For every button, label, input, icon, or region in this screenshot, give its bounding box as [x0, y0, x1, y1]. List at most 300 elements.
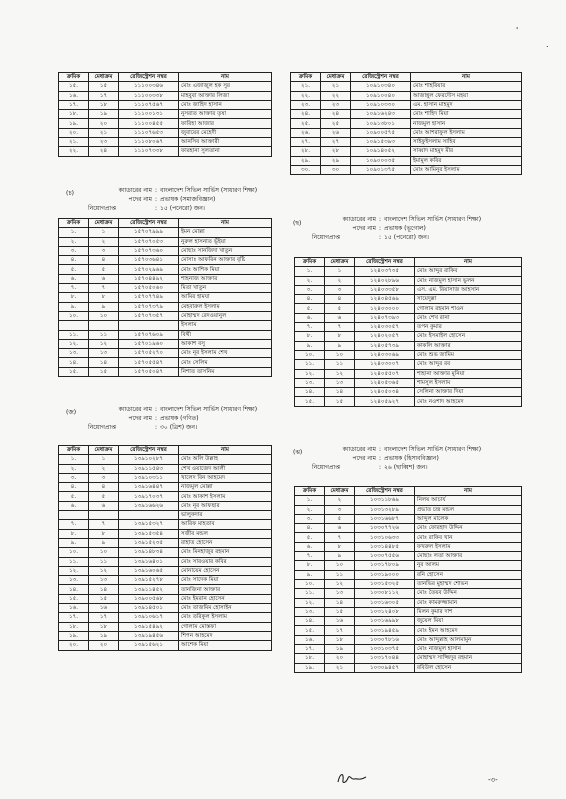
merit-cell: ৯: [89, 538, 119, 547]
table-row: [59, 566, 272, 575]
cadre-value: বাংলাদেশ সিভিল সার্ভিস (সাধারণ শিক্ষা): [160, 406, 258, 413]
table-row: [291, 119, 522, 128]
serial-cell: ১৪.: [59, 358, 89, 367]
serial-cell: ১৩.: [59, 349, 89, 358]
table-row: [59, 631, 272, 640]
col-header: রেজিস্ট্রেশন নম্বর: [355, 487, 415, 496]
registration-cell: ১৩৯১৯৪৫৬: [119, 631, 179, 640]
name-cell: আকাশ বসু: [179, 339, 272, 348]
table-row: [295, 617, 522, 626]
registration-cell: ১৩৯১০২৮৭: [119, 455, 179, 464]
name-cell: আমির হামযা: [179, 293, 272, 302]
serial-cell: ১১.: [59, 330, 89, 339]
registration-cell: ১০৩০৯৪৫৭: [355, 663, 415, 672]
serial-cell: ১২.: [295, 598, 325, 607]
name-cell: মোঃ আমিনুর ইসলাম: [411, 165, 522, 174]
registration-cell: ১৫৭০৩৬৪১: [119, 256, 179, 265]
registration-cell: ১০৩১৭০৪৪: [355, 654, 415, 663]
name-cell: এস. এম. রিয়াসাজ আহসান: [415, 285, 522, 294]
table-row: [295, 570, 522, 579]
table-row: [295, 524, 522, 533]
post-value: প্রভাষক (গণিত): [160, 414, 199, 422]
merit-cell: ১০: [325, 561, 355, 570]
table-row: [59, 128, 272, 137]
section-label: (জ): [66, 409, 77, 416]
serial-cell: ৪.: [295, 295, 325, 304]
registration-cell: ১৩৯১০৬১৭: [119, 613, 179, 622]
name-cell: মোঃ জাহিদ হাসান: [179, 100, 272, 109]
registration-cell: ১৫৭০৪৪৯২: [119, 274, 179, 283]
merit-cell: ১৪: [325, 598, 355, 607]
registration-cell: ১৩৯১৫৩৫৪: [119, 529, 179, 538]
merit-cell: ৩০: [321, 165, 351, 174]
table-row: [59, 119, 272, 128]
serial-cell: ৮.: [59, 293, 89, 302]
serial-cell: ১২.: [59, 566, 89, 575]
table-row: [59, 641, 272, 650]
table-row: [59, 138, 272, 147]
merit-cell: ১১: [325, 360, 355, 369]
serial-cell: ২১.: [291, 82, 321, 91]
section-label: (ছ): [293, 220, 302, 227]
merit-cell: ১৬: [89, 604, 119, 613]
merit-cell: ৬: [89, 501, 119, 510]
table-row: [295, 645, 522, 654]
merit-cell: ৬: [325, 524, 355, 533]
registration-cell: ১৩৯১৫৬২১: [119, 641, 179, 650]
name-cell: প্রভাত চন্দ্র মন্ডল: [415, 505, 522, 514]
name-cell: মোসাঃ আফরিন আক্তার বৃষ্টি: [179, 256, 272, 265]
name-cell: নুর আলম: [415, 561, 522, 570]
table-row: [59, 538, 272, 547]
registration-cell: ১০৯০০০৩৫: [351, 156, 411, 165]
name-cell: রবিউল হোসেন: [415, 663, 522, 672]
serial-cell: ৯.: [59, 538, 89, 547]
table-row: [295, 369, 522, 378]
name-cell: মোঃ এজাজুল হক সুর: [179, 82, 272, 91]
name-cell: মোঃ ফোরহাদ উদ্দিন: [415, 524, 522, 533]
registration-cell: ১০৩১১৮৬৯: [355, 496, 415, 505]
name-cell: আনসিব আক্তারী: [179, 138, 272, 147]
serial-cell: ২১.: [59, 138, 89, 147]
section-info: ক্যাডারের নাম : বাংলাদেশ সিভিল সার্ভিস (সাধারণ শিক্ষা) পদের নাম : প্রভাষক (ভূগোল) নিয়োগপ্রাপ্ত : ১৫ (পনেরো) জন।: [312, 216, 482, 241]
serial-cell: ৫.: [59, 265, 89, 274]
col-header: ক্রমিক: [59, 73, 89, 82]
table-row: [291, 91, 522, 100]
registration-cell: ১২৪০৭৩৯৩: [355, 313, 415, 322]
table-row: [59, 246, 272, 255]
merit-cell: ৪: [89, 483, 119, 492]
col-header: মেধাক্রম: [89, 219, 119, 228]
serial-cell: ১৪.: [295, 388, 325, 397]
merit-cell: ১৫: [89, 82, 119, 91]
table-row: [59, 237, 272, 246]
registration-cell: ১১১০৭৬৫৩: [119, 128, 179, 137]
name-cell: মোঃ আব্দুর রাকিব: [415, 267, 522, 276]
merit-cell: ১৭: [89, 613, 119, 622]
serial-cell: ১৫.: [59, 367, 89, 376]
name-cell: সজীব মন্ডল: [179, 529, 272, 538]
merit-cell: ৫: [325, 514, 355, 523]
table-row: [59, 91, 272, 100]
serial-cell: ১৬.: [59, 91, 89, 100]
table-row: [59, 492, 272, 501]
serial-cell: ২.: [295, 505, 325, 514]
name-cell: মিলন কুমার দাশ: [415, 607, 522, 616]
merit-cell: ৮: [325, 332, 355, 341]
merit-cell: ১২: [325, 579, 355, 588]
name-cell: বিথী: [179, 330, 272, 339]
count-value: ৩০ (ত্রিশ) জন।: [160, 423, 198, 431]
serial-cell: ৯.: [295, 570, 325, 579]
registration-cell: ১২৪০৩০৫৭: [355, 323, 415, 332]
registration-cell: ১১১০৮০৬৭: [119, 138, 179, 147]
table-row: [59, 520, 272, 529]
name-cell: রনি হোসেন: [415, 570, 522, 579]
registration-cell: ১০৩১৬৩০৫: [355, 598, 415, 607]
merit-cell: ৫: [89, 492, 119, 501]
serial-cell: ১৬.: [295, 635, 325, 644]
serial-cell: ২.: [295, 276, 325, 285]
registration-cell: ১৩৯১০৩১১: [119, 473, 179, 482]
name-cell: কাকলি আক্তার: [415, 341, 522, 350]
merit-cell: ১৩: [325, 378, 355, 387]
table-header: [59, 73, 272, 82]
merit-cell: ১৩: [89, 576, 119, 585]
table-row: [59, 613, 272, 622]
merit-cell: ২: [325, 276, 355, 285]
geography-table: [294, 257, 522, 407]
table-row: [59, 358, 272, 367]
registration-cell: ১২৪০৩০৬৯: [355, 350, 415, 359]
count-value: ২৬ (ছাব্বিশ) জন।: [384, 463, 428, 471]
serial-cell: ১৩.: [295, 378, 325, 387]
name-cell: ইসলাম: [179, 321, 272, 330]
serial-cell: ২২.: [291, 91, 321, 100]
name-cell: নাজমুল মোল্লা: [179, 483, 272, 492]
merit-cell: ২৪: [321, 110, 351, 119]
table-row: [295, 654, 522, 663]
name-cell: সাইফুইসলাম সাহিব: [411, 138, 522, 147]
table-row: [59, 110, 272, 119]
serial-cell: ১১.: [59, 557, 89, 566]
registration-cell: ১৩৯১৭০৩৭: [119, 492, 179, 501]
name-cell: মোঃ তাজমিম হোসাইন: [179, 604, 272, 613]
name-cell: মোঃ তরিকুল ইসলাম: [179, 613, 272, 622]
table-row: [295, 323, 522, 332]
serial-cell: ৬.: [295, 542, 325, 551]
name-cell: নাজমুল হাসান: [411, 119, 522, 128]
serial-cell: ৫.: [295, 304, 325, 313]
merit-cell: ১৫: [325, 397, 355, 406]
registration-cell: ১৫৭০৭৩৭৯: [119, 302, 179, 311]
section-label: (ঝ): [293, 449, 303, 456]
registration-cell: ১৩৯১৫২৩৫: [119, 538, 179, 547]
merit-cell: ১৮: [325, 635, 355, 644]
table-row: [295, 496, 522, 505]
name-cell: নিশাত তাসনিম: [179, 367, 272, 376]
merit-cell: ১: [325, 267, 355, 276]
col-header: নাম: [179, 219, 272, 228]
registration-cell: ১৩৯১১৪৫২: [119, 585, 179, 594]
merit-cell: ১১: [325, 570, 355, 579]
name-cell: নিলয় আচার্য: [415, 496, 522, 505]
serial-cell: ১১.: [295, 360, 325, 369]
registration-cell: ১১১০০৪৫৫: [119, 119, 179, 128]
merit-cell: ৯: [325, 552, 355, 561]
col-header: ক্রমিক: [59, 446, 89, 455]
registration-cell: ১৫৭০১৯৬০: [119, 339, 179, 348]
name-cell: মোঃ ইসমাইল হোসেন: [415, 332, 522, 341]
table-header: [295, 258, 522, 267]
serial-cell: ৭.: [295, 552, 325, 561]
section-info: ক্যাডারের নাম : বাংলাদেশ সিভিল সার্ভিস (সাধারণ শিক্ষা) পদের নাম : প্রভাষক (গণিত) নিয়োগপ্রাপ্ত : ৩০ (ত্রিশ) জন।: [88, 406, 258, 431]
serial-cell: ১৮.: [59, 110, 89, 119]
corner-mark: .: [546, 40, 549, 49]
count-value: ১৫ (পনেরো) জন।: [160, 204, 205, 212]
count-value: ১৫ (পনেরো) জন।: [384, 233, 429, 241]
post-label: পদের নাম: [128, 195, 152, 203]
col-header: নাম: [179, 446, 272, 455]
table-row: [295, 635, 522, 644]
serial-cell: ১৯.: [295, 663, 325, 672]
table-row: [295, 505, 522, 514]
table-row: [291, 156, 522, 165]
table-row: [295, 332, 522, 341]
registration-cell: ১৩৯১৪৫০১: [119, 604, 179, 613]
table-row: [291, 100, 522, 109]
serial-cell: ১৫.: [59, 594, 89, 603]
merit-cell: ২: [89, 464, 119, 473]
col-header: মেধাক্রম: [321, 73, 351, 82]
name-cell: সেলিনা আক্তার দিয়া: [415, 388, 522, 397]
page-number: -৩-: [488, 776, 498, 784]
registration-cell: ১৫৭০৭৩৫৭: [119, 311, 179, 320]
name-cell: আজান্নুল ফেরদৌস মহয়া: [411, 91, 522, 100]
table-row: [295, 388, 522, 397]
registration-cell: ১০৩১৯৪৫৯: [355, 626, 415, 635]
registration-cell: ১০৩১৭৮০৯: [355, 561, 415, 570]
count-label: নিয়োগপ্রাপ্ত: [312, 233, 341, 241]
registration-cell: ১৩৯১৬০৬৫: [119, 566, 179, 575]
table-row: [59, 82, 272, 91]
section-info: ক্যাডারের নাম : বাংলাদেশ সিভিল সার্ভিস (সাধারণ শিক্ষা) পদের নাম : প্রভাষক (হিসাববিজ্ঞান) নিয়োগপ্রাপ্ত : ২৬ (ছাব্বিশ) জন।: [312, 446, 482, 471]
registration-cell: ১৫৭০২৯৬৯: [119, 265, 179, 274]
registration-cell: ১৩৯১৫৪৯২: [119, 622, 179, 631]
serial-cell: ১৮.: [295, 654, 325, 663]
top-right-table: [290, 72, 522, 175]
name-cell: মোঃ মিনহাজুর রহমান: [179, 548, 272, 557]
serial-cell: ১৭.: [295, 645, 325, 654]
name-cell: রাহাত হোসেন: [179, 538, 272, 547]
merit-cell: ৭: [325, 533, 355, 542]
registration-cell: ১০৩১৬৯৯৮: [355, 617, 415, 626]
registration-cell: ১০৯০০৫৭৫: [351, 128, 411, 137]
table-row: [295, 552, 522, 561]
table-row: [59, 349, 272, 358]
name-cell: মোঃ শুভ জামিম: [415, 350, 522, 359]
name-cell: ইমন মোল্লা: [179, 228, 272, 237]
merit-cell: ২: [89, 237, 119, 246]
merit-cell: ৭: [89, 284, 119, 293]
name-cell: ইমামুল কবির: [411, 156, 522, 165]
name-cell: মোঃ ইমন আহমেদ: [415, 626, 522, 635]
merit-cell: ৮: [89, 529, 119, 538]
cadre-label: ক্যাডারের নাম: [342, 446, 376, 453]
serial-cell: ৪.: [59, 256, 89, 265]
merit-cell: ২০: [325, 654, 355, 663]
table-row: [291, 147, 522, 156]
serial-cell: ১৪.: [59, 585, 89, 594]
table-body: [295, 496, 522, 673]
serial-cell: ৮.: [59, 529, 89, 538]
merit-cell: ৪: [325, 295, 355, 304]
cadre-value: বাংলাদেশ সিভিল সার্ভিস (সাধারণ শিক্ষা): [384, 216, 482, 223]
table-row: [295, 276, 522, 285]
merit-cell: ১৪: [89, 585, 119, 594]
merit-cell: ১৪: [89, 358, 119, 367]
post-label: পদের নাম: [352, 224, 376, 232]
merit-cell: ১৭: [89, 91, 119, 100]
table-row: [59, 529, 272, 538]
table-row: [59, 557, 272, 566]
serial-cell: ২৩.: [291, 100, 321, 109]
serial-cell: [59, 321, 89, 330]
table-row: [295, 360, 522, 369]
table-row: [59, 455, 272, 464]
serial-cell: ১৮.: [59, 622, 89, 631]
name-cell: মোঃ সারওয়ার কবির: [179, 557, 272, 566]
name-cell: শাহনাজ আক্তার: [179, 274, 272, 283]
registration-cell: ১৩৯১৬৬২৬: [119, 501, 179, 510]
table-row: [59, 284, 272, 293]
registration-cell: ১৫৭০৭০৫৩: [119, 237, 179, 246]
merit-cell: ৩: [325, 285, 355, 294]
col-header: ক্রমিক: [59, 219, 89, 228]
count-label: নিয়োগপ্রাপ্ত: [312, 463, 341, 471]
merit-cell: ২৭: [321, 138, 351, 147]
merit-cell: ১৫: [325, 607, 355, 616]
registration-cell: ১০৩১০৩৭৫: [355, 645, 415, 654]
registration-cell: ১২৪০৩৭৩৫: [355, 267, 415, 276]
col-header: মেধাক্রম: [89, 73, 119, 82]
post-label: পদের নাম: [128, 414, 152, 422]
registration-cell: ১১১০০৩৪৬: [119, 82, 179, 91]
registration-cell: ১১১০৭৩৩৮: [119, 147, 179, 156]
cadre-label: ক্যাডারের নাম: [118, 406, 152, 413]
serial-cell: ২২.: [59, 147, 89, 156]
table-body: [295, 267, 522, 406]
registration-cell: [119, 321, 179, 330]
section-label: (চ): [66, 190, 74, 197]
merit-cell: ১২: [89, 339, 119, 348]
registration-cell: ১১১০০৩৩৮: [119, 91, 179, 100]
col-header: মেধাক্রম: [325, 487, 355, 496]
table-row: [59, 330, 272, 339]
registration-cell: ১৫৭০৫০৬০: [119, 284, 179, 293]
merit-cell: ৮: [325, 542, 355, 551]
name-cell: মোছাঃ সানজিদা খাতুন: [179, 246, 272, 255]
merit-cell: ২৩: [321, 100, 351, 109]
name-cell: তানজিনা আক্তার: [179, 585, 272, 594]
serial-cell: ২৪.: [291, 110, 321, 119]
registration-cell: ১০৩১২৪০৮: [355, 607, 415, 616]
table-row: [59, 293, 272, 302]
merit-cell: ২১: [325, 663, 355, 672]
merit-cell: ৭: [325, 323, 355, 332]
name-cell: মোঃ আকাশ ইসলাম: [179, 492, 272, 501]
name-cell: মোঃ তৈয়ব উদ্দিন: [415, 589, 522, 598]
name-cell: মোঃ সেলিম: [179, 358, 272, 367]
name-cell: মোছাঃ লতা আক্তার: [415, 552, 522, 561]
serial-cell: ৫.: [295, 533, 325, 542]
table-row: [59, 367, 272, 376]
table-row: [295, 579, 522, 588]
serial-cell: ১০.: [59, 548, 89, 557]
col-header: মেধাক্রম: [89, 446, 119, 455]
registration-cell: ১১১০০১৩১: [119, 110, 179, 119]
table-row: [291, 128, 522, 137]
name-cell: ফারিহা আজার: [179, 119, 272, 128]
table-header: [291, 73, 522, 82]
registration-cell: ১০৩১৫৩২৫: [355, 579, 415, 588]
name-cell: মোঃ শেখ রানা: [415, 313, 522, 322]
name-cell: আব্দুল মালেক: [415, 514, 522, 523]
registration-cell: ১০৩০৮১১২: [355, 589, 415, 598]
serial-cell: ১.: [59, 228, 89, 237]
table-row: [291, 110, 522, 119]
top-left-table: [58, 72, 272, 157]
registration-cell: ১০৯১০৩৩০: [351, 100, 411, 109]
serial-cell: ২৮.: [291, 147, 321, 156]
merit-cell: [89, 511, 119, 520]
name-cell: এম. হাসান মাহমুদ: [411, 100, 522, 109]
registration-cell: ১৫৭০৫২৭০: [119, 349, 179, 358]
table-row: [295, 295, 522, 304]
name-cell: মাহবুবা আক্তার লিজা: [179, 91, 272, 100]
registration-cell: ১১১০৭৫৬৭: [119, 100, 179, 109]
serial-cell: ৬.: [59, 501, 89, 510]
registration-cell: ১২৪০৫৩৬৫: [355, 378, 415, 387]
serial-cell: ২৬.: [291, 128, 321, 137]
merit-cell: ৯: [89, 302, 119, 311]
name-cell: তপন কুমার: [415, 323, 522, 332]
merit-cell: ২৪: [89, 147, 119, 156]
registration-cell: ১৫৭০৫৫৪৭: [119, 358, 179, 367]
registration-cell: ১২৪০৫৭৩৯: [355, 341, 415, 350]
name-cell: মোঃ সাদেক মিয়া: [179, 576, 272, 585]
name-cell: মোঃ শাহরিয়ার: [411, 82, 522, 91]
post-value: প্রভাষক (ভূগোল): [384, 224, 426, 232]
registration-cell: ১০৩১০৬৩৩: [355, 533, 415, 542]
table-row: [295, 350, 522, 359]
name-cell: শাহানা আক্তার মুনিয়া: [415, 369, 522, 378]
count-label: নিয়োগপ্রাপ্ত: [88, 204, 117, 212]
table-row: [295, 397, 522, 406]
merit-cell: ৮: [89, 293, 119, 302]
serial-cell: ১৯.: [59, 119, 89, 128]
col-header: ক্রমিক: [291, 73, 321, 82]
registration-cell: ১০৯১৫৩৯৩: [351, 138, 411, 147]
registration-cell: ১৩৯১৪৮৩৪: [119, 548, 179, 557]
mathematics-table: [58, 445, 272, 651]
serial-cell: ৩.: [295, 514, 325, 523]
merit-cell: ১৩: [325, 589, 355, 598]
col-header: রেজিস্ট্রেশন নম্বর: [119, 219, 179, 228]
table-row: [295, 626, 522, 635]
table-row: [59, 265, 272, 274]
serial-cell: ৬.: [59, 274, 89, 283]
